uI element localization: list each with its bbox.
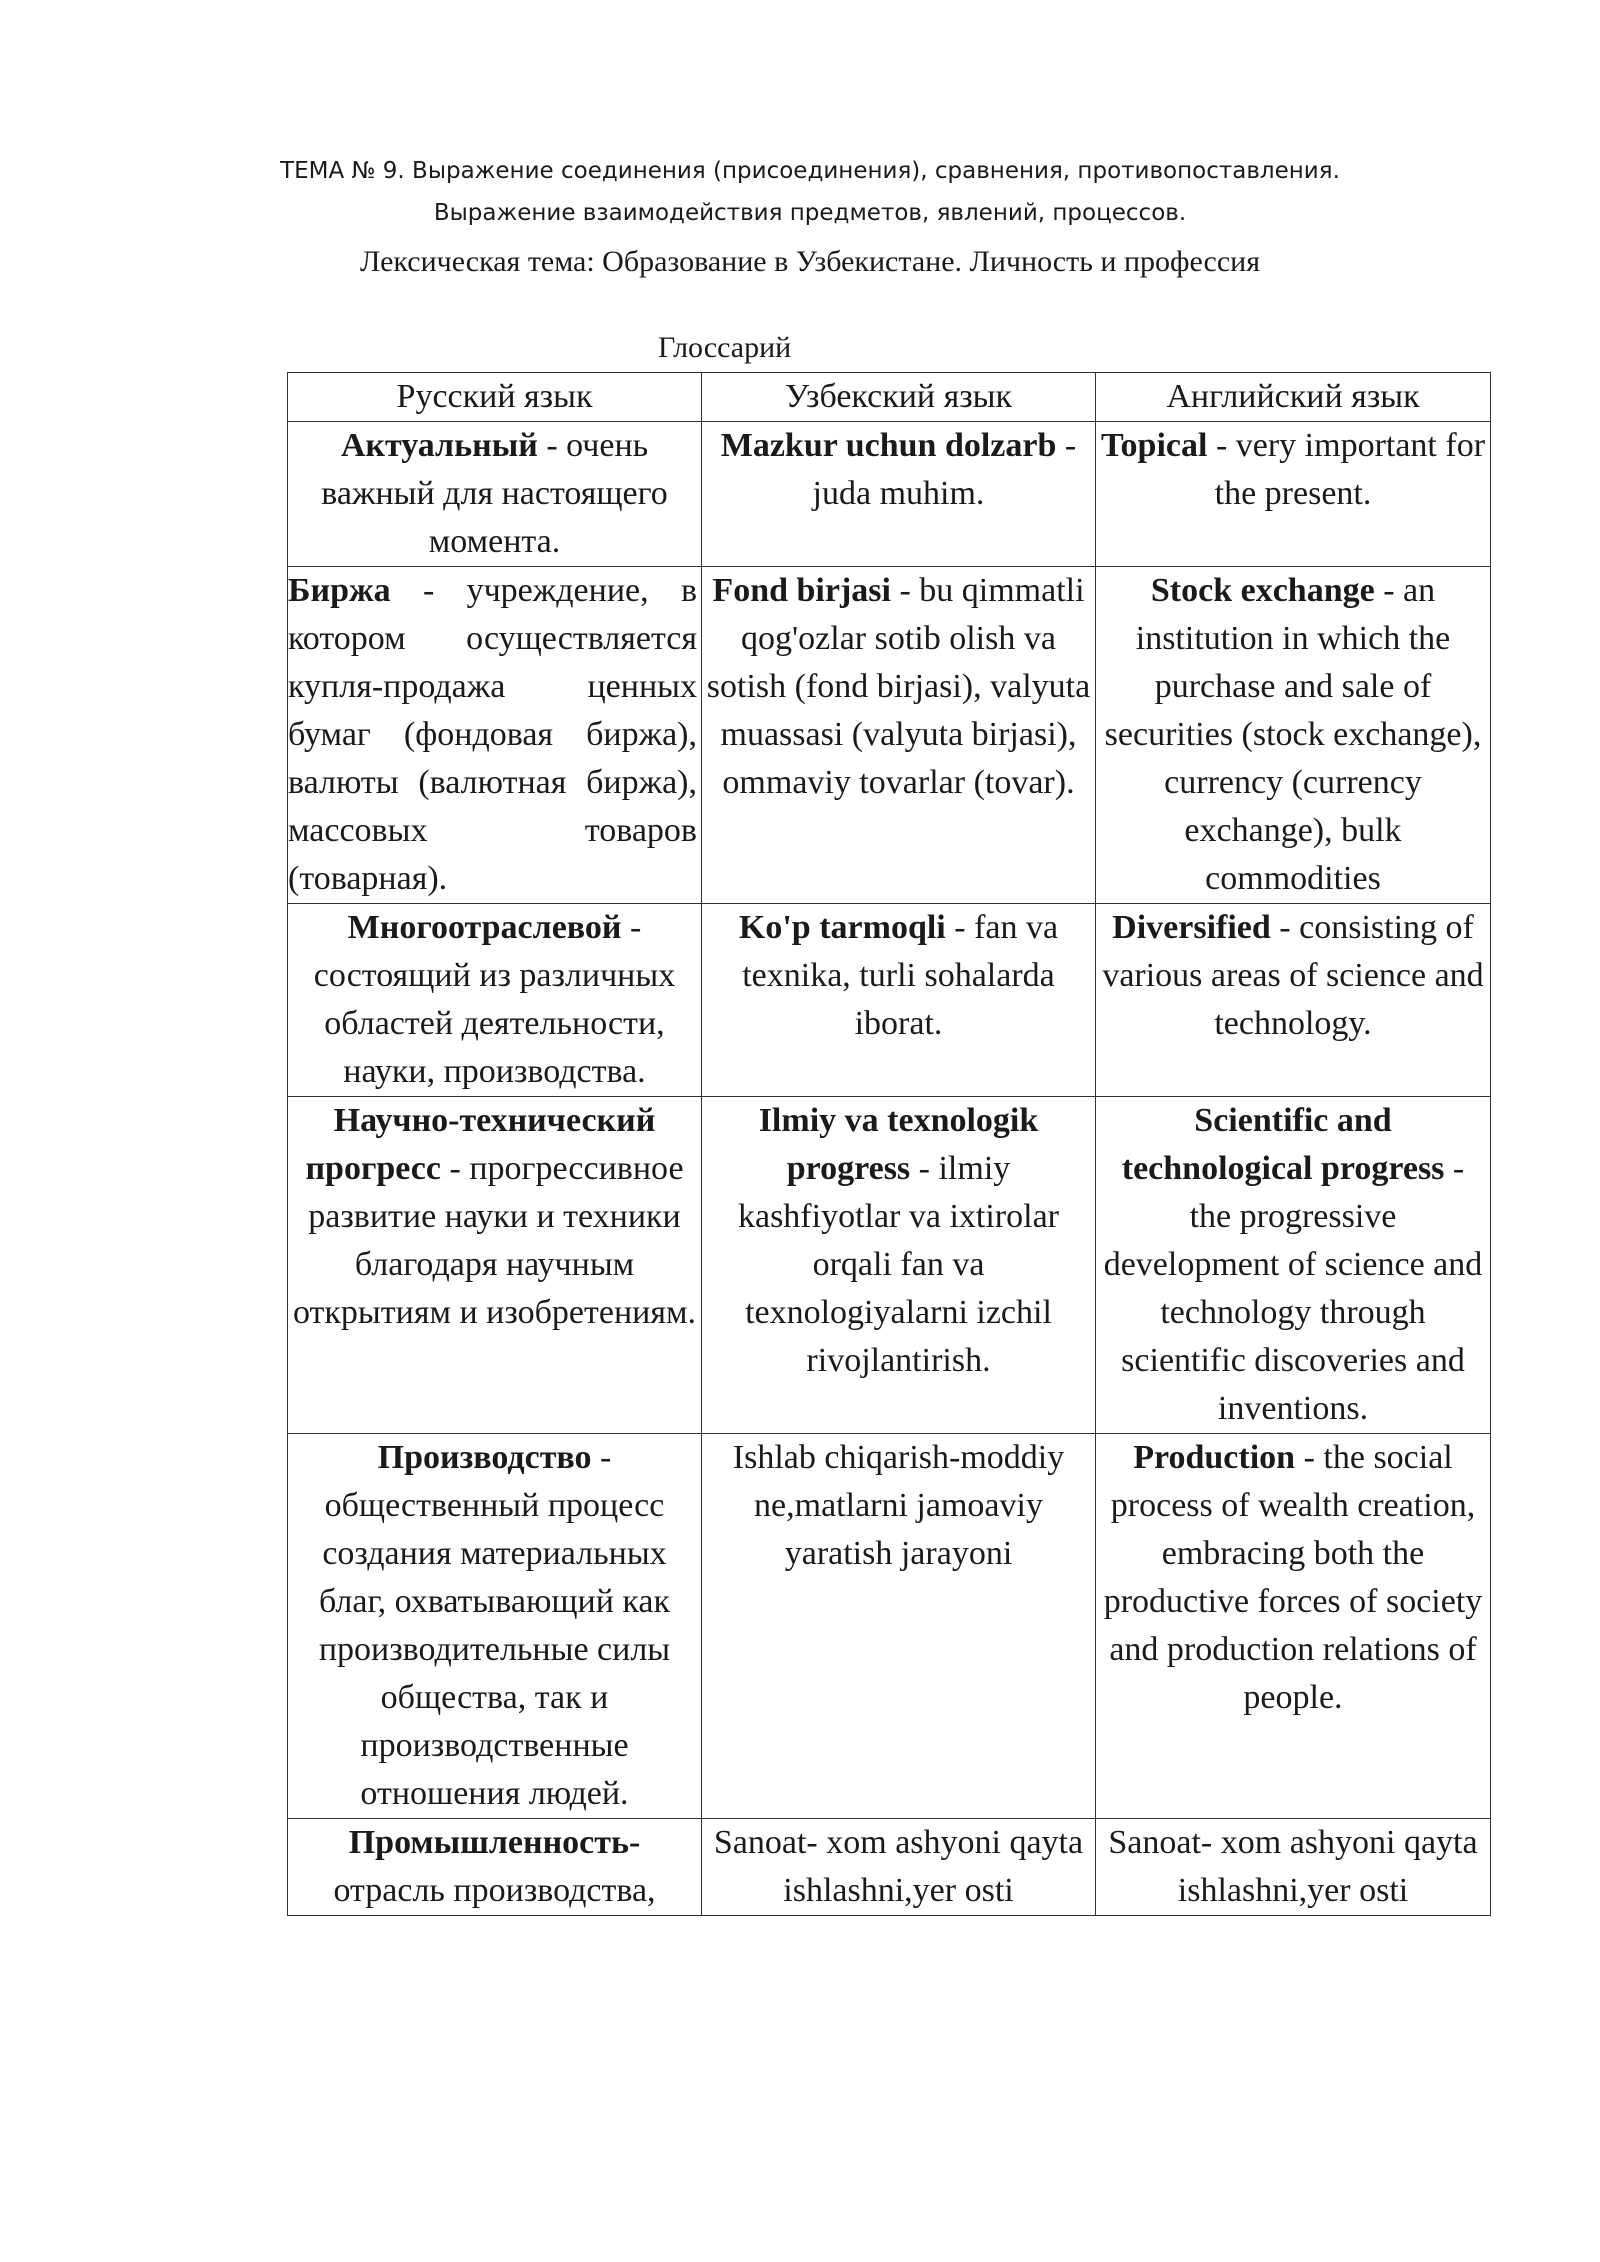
- definition-english: - the social process of wealth creation, embracing both the productive forces of society and production relations of people.: [1103, 1439, 1483, 1716]
- term-english: Stock exchange: [1150, 572, 1375, 609]
- definition-russian: - прогрессивное развитие науки и техники благодаря научным открытиям и изобретениям.: [293, 1150, 696, 1331]
- term-russian: Промышленность-: [348, 1824, 641, 1861]
- definition-uzbek: - ilmiy kashfiyotlar va ixtirolar orqali fan va texnologiyalarni izchil rivojlantirish.: [737, 1150, 1059, 1379]
- cell-russian: [288, 1097, 702, 1434]
- definition-uzbek: - juda muhim.: [812, 427, 1077, 512]
- term-russian: Многоотраслевой: [347, 909, 622, 946]
- term-russian: Научно-технический прогресс: [305, 1102, 656, 1187]
- term-russian: Биржа: [288, 572, 391, 609]
- term-english: Diversified: [1112, 909, 1271, 946]
- definition-english: - very important for the present.: [1207, 427, 1486, 512]
- term-russian: Актуальный: [340, 427, 538, 464]
- definition-uzbek: Sanoat- xom ashyoni qayta ishlashni,yer osti: [713, 1824, 1084, 1909]
- definition-uzbek: Ishlab chiqarish-moddiy ne,matlarni jamoaviy yaratish jarayoni: [732, 1439, 1065, 1572]
- definition-russian: - состоящий из различных областей деятельности, науки, производства.: [313, 909, 676, 1090]
- cell-english: [1096, 422, 1491, 567]
- definition-uzbek: - bu qimmatli qog'ozlar sotib olish va sotish (fond birjasi), valyuta muassasi (valyuta birjasi), ommaviy tovarlar (tovar).: [706, 572, 1091, 801]
- lexical-topic: Лексическая тема: Образование в Узбекистане. Личность и профессия: [359, 245, 1261, 278]
- term-english: Scientific and technological progress: [1121, 1102, 1445, 1187]
- term-english: Production: [1133, 1439, 1296, 1476]
- header-russian: Русский язык: [288, 373, 702, 422]
- cell-russian: [288, 567, 702, 904]
- term-uzbek: Fond birjasi: [712, 572, 891, 609]
- cell-english: [1096, 904, 1491, 1097]
- term-russian: Производство: [377, 1439, 592, 1476]
- cell-english: [1096, 1097, 1491, 1434]
- definition-uzbek: - fan va texnika, turli sohalarda iborat.: [742, 909, 1059, 1042]
- term-english: Topical: [1100, 427, 1208, 464]
- cell-english: [1096, 1819, 1491, 1916]
- term-uzbek: Mazkur uchun dolzarb: [720, 427, 1057, 464]
- definition-english: - the progressive development of science and technology through scientific discoveries and inventions.: [1103, 1150, 1483, 1427]
- definition-english: - consisting of various areas of science and technology.: [1102, 909, 1484, 1042]
- cell-uzbek: [702, 904, 1096, 1097]
- definition-russian: - общественный процесс создания материальных благ, охватывающий как производительные силы общества, так и производственные отношения людей.: [318, 1439, 671, 1812]
- cell-uzbek: [702, 1097, 1096, 1434]
- header-uzbek: Узбекский язык: [702, 373, 1096, 422]
- cell-russian: [288, 422, 702, 567]
- topic-title-line-1: ТЕМА № 9. Выражение соединения (присоединения), сравнения, противопоставления.: [280, 158, 1340, 184]
- cell-uzbek: [702, 1434, 1096, 1819]
- definition-russian: - очень важный для настоящего момента.: [321, 427, 668, 560]
- cell-uzbek: [702, 1819, 1096, 1916]
- table-row: [288, 422, 1491, 567]
- term-uzbek: Ilmiy va texnologik progress: [758, 1102, 1039, 1187]
- table-row: [288, 1434, 1491, 1819]
- header-english: Английский язык: [1096, 373, 1491, 422]
- table-row: [288, 1097, 1491, 1434]
- glossary-header-row: [288, 373, 1491, 422]
- cell-russian: [288, 1819, 702, 1916]
- definition-english: Sanoat- xom ashyoni qayta ishlashni,yer osti: [1108, 1824, 1478, 1909]
- definition-russian: отрасль производства,: [333, 1872, 656, 1909]
- cell-english: [1096, 1434, 1491, 1819]
- cell-russian: [288, 1434, 702, 1819]
- topic-title-line-2: Выражение взаимодействия предметов, явлений, процессов.: [433, 200, 1187, 226]
- table-row: [288, 1819, 1491, 1916]
- glossary-table: [287, 372, 1491, 1916]
- cell-uzbek: [702, 422, 1096, 567]
- cell-russian: [288, 904, 702, 1097]
- glossary-label: Глоссарий: [658, 331, 792, 364]
- term-uzbek: Ko'p tarmoqli: [738, 909, 946, 946]
- cell-uzbek: [702, 567, 1096, 904]
- definition-english: - an institution in which the purchase and sale of securities (stock exchange), currency (currency exchange), bulk commodities: [1104, 572, 1482, 897]
- cell-english: [1096, 567, 1491, 904]
- definition-russian: - учреждение, в котором осуществляется купля-продажа ценных бумаг (фондовая биржа), валюты (валютная биржа), массовых товаров (товарная).: [288, 572, 697, 897]
- table-row: [288, 904, 1491, 1097]
- table-row: [288, 567, 1491, 904]
